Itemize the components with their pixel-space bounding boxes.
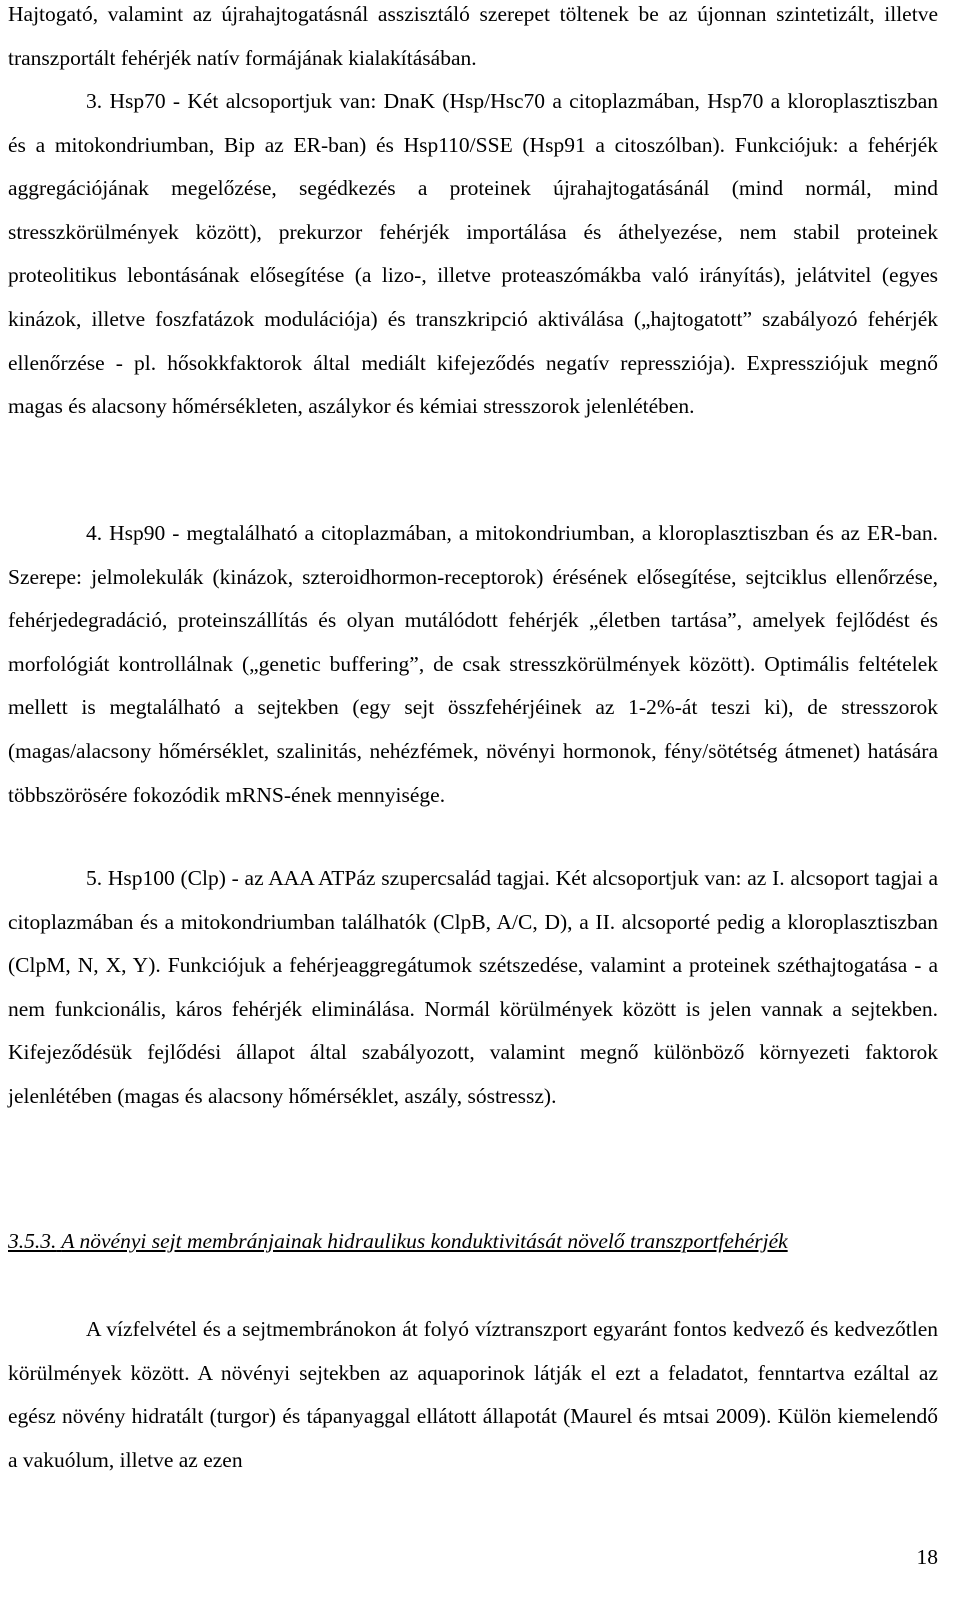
- paragraph-hsp70: 3. Hsp70 - Két alcsoportjuk van: DnaK (Hsp/Hsc70 a citoplazmában, Hsp70 a kloroplasztiszban és a mitokondriumban, Bip az ER-ban) és Hsp110/SSE (Hsp91 a citoszólban). Funkciójuk: a fehérjék aggregációjának megelőzése, segédkezés a proteinek újrahajtogatásánál (mind normál, mind stresszkörülmények között), prekurzor fehérjék importálása és áthelyezése, nem stabil proteinek proteolitikus lebontásának elősegítése (a lizo-, illetve proteaszómákba való irányítás), jelátvitel (egyes kinázok, illetve foszfatázok modulációja) és transzkripció aktiválása („hajtogatott” szabályozó fehérjék ellenőrzése - pl. hősokkfaktorok által mediált kifejeződés negatív repressziója). Expressziójuk megnő magas és alacsony hőmérsékleten, aszálykor és kémiai stresszorok jelenlétében.: [8, 89, 938, 419]
- page-number: 18: [916, 1545, 938, 1569]
- paragraph-hsp90: 4. Hsp90 - megtalálható a citoplazmában, a mitokondriumban, a kloroplasztiszban és az ER-ban. Szerepe: jelmolekulák (kinázok, szteroidhormon-receptorok) érésének elősegítése, sejtciklus ellenőrzése, fehérjedegradáció, proteinszállítás és olyan mutálódott fehérjék „életben tartása”, amelyek fejlődést és morfológiát kontrollálnak („genetic buffering”, de csak stresszkörülmények között). Optimális feltételek mellett is megtalálható a sejtekben (egy sejt összfehérjéinek az 1-2%-át teszi ki), de stresszorok (magas/alacsony hőmérséklet, szalinitás, nehézfémek, növényi hormonok, fény/sötétség átmenet) hatására többszörösére fokozódik mRNS-ének mennyisége.: [8, 521, 938, 807]
- paragraph-aquaporins: A vízfelvétel és a sejtmembránokon át folyó víztranszport egyaránt fontos kedvező és kedvezőtlen körülmények között. A növényi sejtekben az aquaporinok látják el ezt a feladatot, fenntartva ezáltal az egész növény hidratált (turgor) és tápanyaggal ellátott állapotát (Maurel és mtsai 2009). Külön kiemelendő a vakuólum, illetve az ezen: [8, 1317, 938, 1472]
- paragraph-chaperone-intro: Hajtogató, valamint az újrahajtogatásnál asszisztáló szerepet töltenek be az újonnan szintetizált, illetve transzportált fehérjék natív formájának kialakításában.: [8, 2, 938, 70]
- section-heading: [8, 1223, 938, 1259]
- paragraph-hsp100: 5. Hsp100 (Clp) - az AAA ATPáz szupercsalád tagjai. Két alcsoportjuk van: az I. alcsoport tagjai a citoplazmában és a mitokondriumban találhatók (ClpB, A/C, D), a II. alcsoporté pedig a kloroplasztiszban (ClpM, N, X, Y). Funkciójuk a fehérjeaggregátumok szétszedése, valamint a proteinek széthajtogatása - a nem funkcionális, káros fehérjék eliminálása. Normál körülmények között is jelen vannak a sejtekben. Kifejeződésük fejlődési állapot által szabályozott, valamint megnő különböző környezeti faktorok jelenlétében (magas és alacsony hőmérséklet, aszály, sóstressz).: [8, 866, 938, 1108]
- section-number: 3.5.3.: [8, 1229, 57, 1253]
- section-title: A növényi sejt membránjainak hidraulikus konduktivitását növelő transzportfehérjék: [61, 1229, 788, 1253]
